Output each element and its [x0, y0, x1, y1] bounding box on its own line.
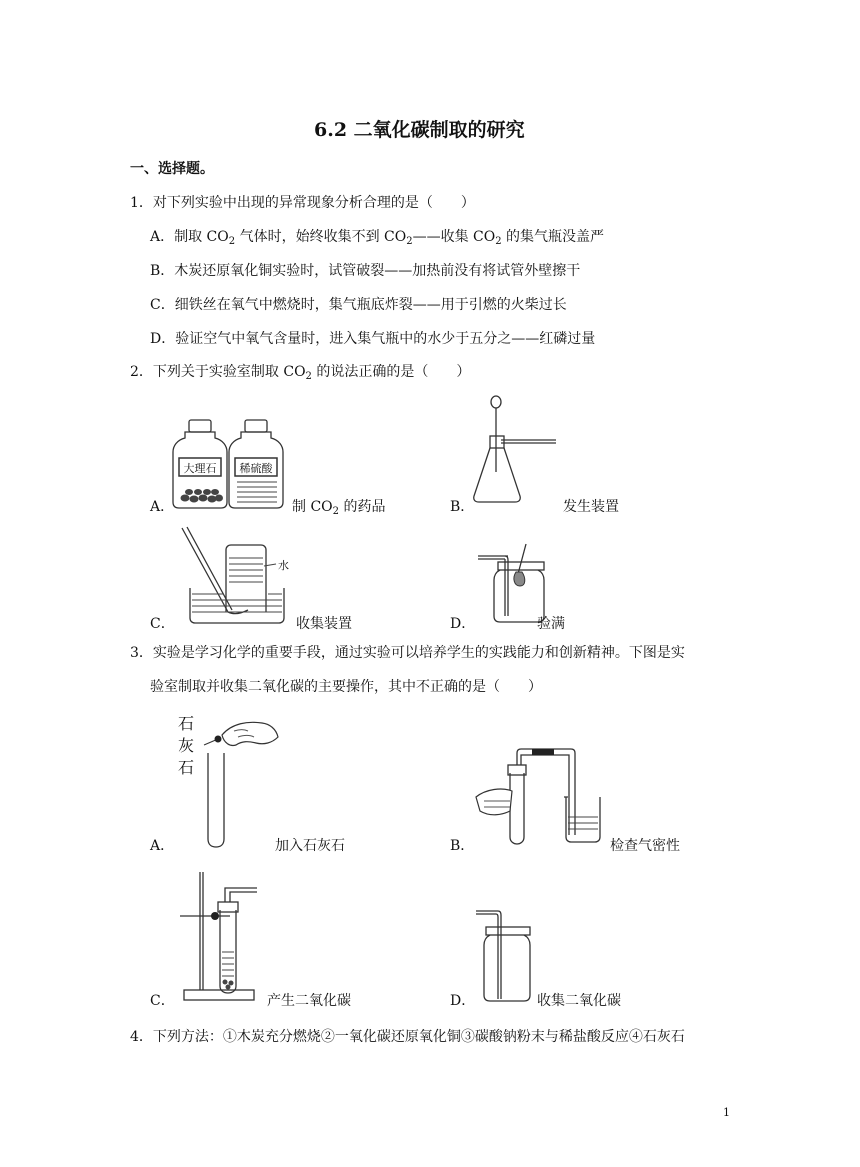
q3-c-production-figure: [180, 870, 265, 1002]
q2-stem-sub: 2: [305, 371, 312, 382]
q3-a-letter: A．: [150, 838, 175, 854]
q1-a-part1: A．制取 CO: [150, 229, 229, 245]
q2-a-bottles-figure: [175, 418, 290, 510]
q2-stem: [130, 361, 470, 382]
q1-option-c: C．细铁丝在氧气中燃烧时，集气瓶底炸裂——用于引燃的火柴过长: [150, 297, 567, 313]
q1-stem: 1．对下列实验中出现的异常现象分析合理的是（ ）: [130, 195, 475, 211]
q3-a-limestone-figure: [176, 713, 278, 848]
q2-a-caption-pre: 制 CO: [292, 499, 333, 515]
q2-d-caption: 验满: [537, 616, 565, 632]
q2-b-generator-figure: [470, 394, 565, 506]
q3-a-caption: 加入石灰石: [275, 838, 345, 854]
q4-stem: 4．下列方法：①木炭充分燃烧②一氧化碳还原氧化铜③碳酸钠粉末与稀盐酸反应④石灰石: [130, 1029, 685, 1045]
q3-d-letter: D．: [450, 993, 476, 1009]
q3-a-label-2: 灰: [178, 736, 195, 755]
q1-a-part3: ——收集 CO: [412, 229, 496, 245]
page-title: 6.2 二氧化碳制取的研究: [314, 119, 525, 141]
q2-stem-post: 的说法正确的是（ ）: [311, 364, 471, 380]
q2-d-letter: D．: [450, 616, 476, 632]
q1-a-part4: 的集气瓶没盖严: [501, 229, 605, 245]
q2-a-caption: [292, 496, 385, 517]
q2-c-water-label: 水: [278, 559, 289, 572]
q2-c-caption: 收集装置: [296, 616, 352, 632]
q3-c-caption: 产生二氧化碳: [267, 993, 351, 1009]
q2-a-caption-sub: 2: [332, 506, 340, 517]
q1-a-sub1: 2: [228, 236, 236, 247]
q1-option-a: [150, 226, 604, 247]
q2-a-bottle2-label: 稀硫酸: [239, 462, 273, 475]
page-number: 1: [723, 1106, 730, 1119]
q3-a-label-1: 石: [178, 714, 195, 733]
q3-b-airtight-figure: [474, 745, 609, 847]
section-heading: 一、选择题。: [130, 161, 214, 177]
q3-c-letter: C．: [150, 993, 175, 1009]
q2-b-letter: B．: [450, 499, 475, 515]
q2-c-collection-figure: [172, 524, 302, 626]
q3-d-collection-figure: [474, 907, 536, 1004]
q1-option-b: B．木炭还原氧化铜实验时，试管破裂——加热前没有将试管外壁擦干: [150, 263, 581, 279]
q3-stem-line1: 3．实验是学习化学的重要手段，通过实验可以培养学生的实践能力和创新精神。下图是实: [130, 645, 685, 661]
q2-a-bottle1-label: 大理石: [183, 462, 217, 475]
q2-a-caption-post: 的药品: [339, 499, 386, 515]
q3-b-caption: 检查气密性: [610, 838, 680, 854]
q2-c-letter: C．: [150, 616, 175, 632]
q1-a-sub3: 2: [495, 236, 502, 247]
q2-stem-pre: 2．下列关于实验室制取 CO: [130, 364, 306, 380]
q1-a-part2: 气体时，始终收集不到 CO: [235, 229, 407, 245]
q3-stem-line2: 验室制取并收集二氧化碳的主要操作，其中不正确的是（ ）: [150, 679, 542, 695]
q3-d-caption: 收集二氧化碳: [537, 993, 621, 1009]
q3-a-label-3: 石: [178, 758, 195, 777]
q1-a-sub2: 2: [406, 236, 413, 247]
q1-option-d: D．验证空气中氧气含量时，进入集气瓶中的水少于五分之——红磷过量: [150, 331, 596, 347]
q3-b-letter: B．: [450, 838, 475, 854]
q2-a-letter: A．: [150, 499, 175, 515]
q2-b-caption: 发生装置: [563, 499, 619, 515]
